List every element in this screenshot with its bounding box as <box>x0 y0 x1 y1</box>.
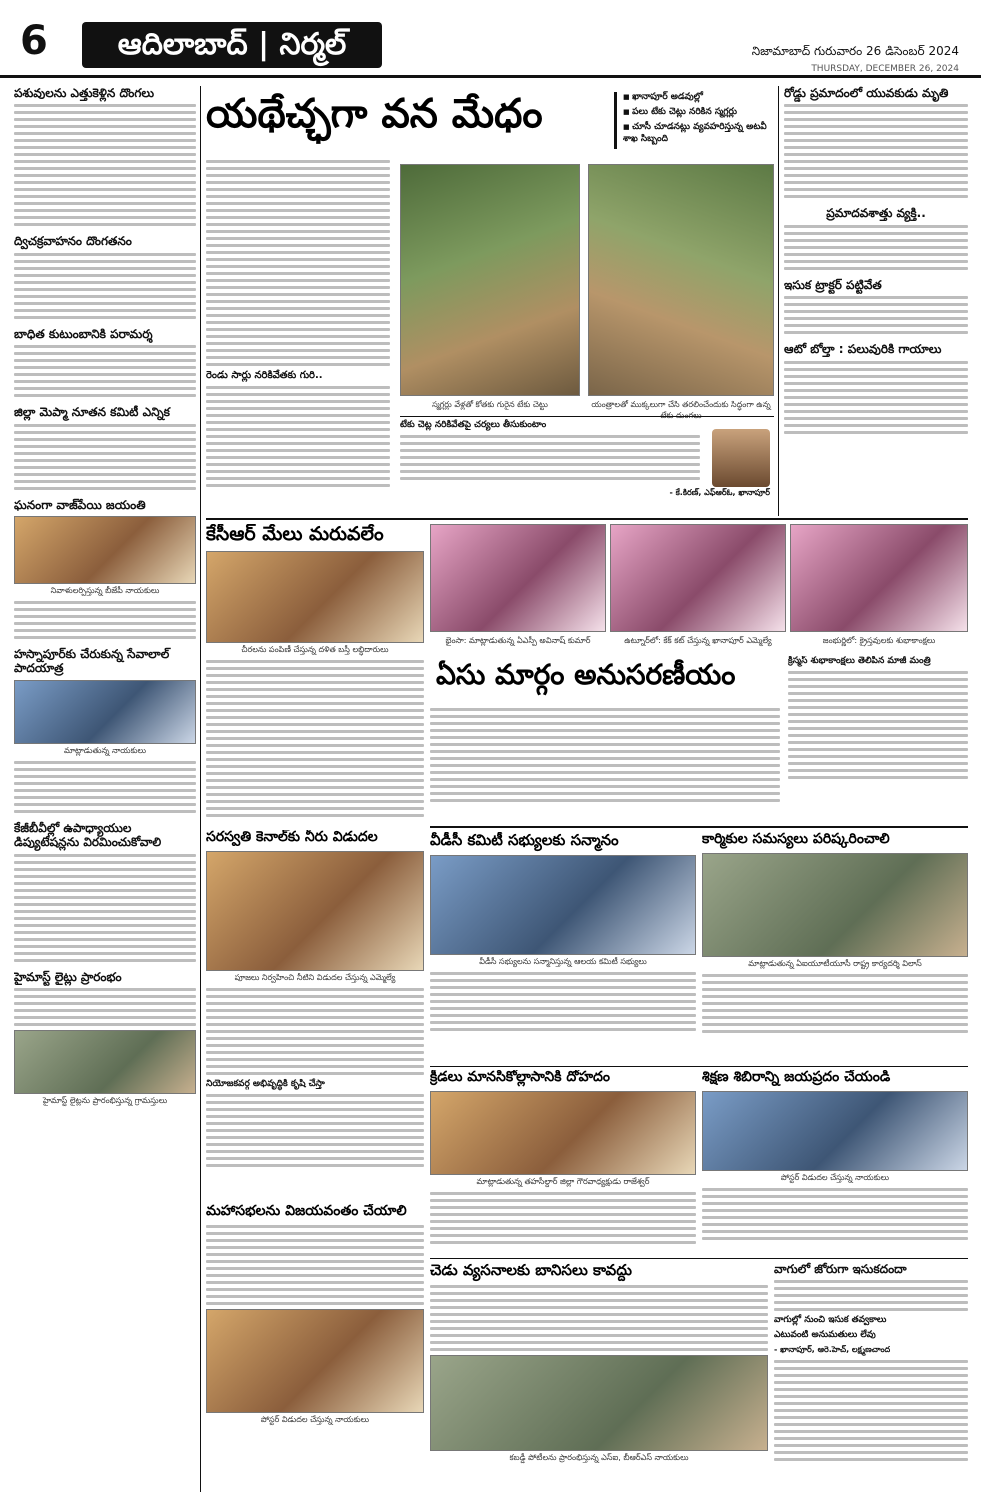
story-headline: చెడు వ్యసనాలకు బానిసలు కావద్దు <box>430 1262 632 1279</box>
story-kgbv <box>14 821 196 962</box>
story-photo <box>702 1091 968 1171</box>
lead-headline: యథేచ్ఛగా వన మేధం <box>206 91 543 137</box>
story-headline: హస్నాపూర్‌కు చేరుకున్న సేవాలాల్ పాదయాత్ర <box>14 646 170 676</box>
story-kcr <box>206 524 424 822</box>
photo-caption: మాట్లాడుతున్న తహసీల్దార్ జిల్లా గౌరవాధ్యక్షుడు రాజేశ్వర్ <box>476 1177 650 1187</box>
story-headline: ద్విచక్రవాహనం దొంగతనం <box>14 234 132 249</box>
photo-caption: కబడ్డీ పోటీలను ప్రారంభిస్తున్న ఎస్ఐ, బీఆర్ఎస్ నాయకులు <box>509 1452 689 1462</box>
story-headline: ఆటో బోల్తా : పలువురికి గాయాలు <box>784 342 942 357</box>
lead-photo-logs <box>588 164 774 396</box>
story-photo <box>206 851 424 971</box>
story-auto-overturn <box>784 342 968 433</box>
story-christmas <box>430 656 968 822</box>
story-body <box>14 345 196 397</box>
column-divider <box>778 86 779 516</box>
photo-caption: నివాళులర్పిస్తున్న బీజేపీ నాయకులు <box>50 585 160 595</box>
story-body <box>784 225 968 270</box>
story-sevalal-yatra <box>14 647 196 813</box>
story-highmast <box>14 970 196 1107</box>
story-photo <box>14 1030 196 1094</box>
story-body <box>14 424 196 490</box>
story-photo <box>430 1091 696 1175</box>
lead-bullets <box>614 92 774 149</box>
story-body <box>206 1225 424 1305</box>
photo-caption: చీరలను పంపిణీ చేస్తున్న దళిత బస్తీ లబ్ధిదారులు <box>241 644 389 654</box>
story-body <box>702 1188 968 1240</box>
story-body <box>774 1280 968 1311</box>
story-body <box>206 988 424 1075</box>
bullet-1: ■ ఖానాపూర్ అడవుల్లో <box>623 92 774 104</box>
story-body <box>784 361 968 434</box>
story-body <box>430 704 780 806</box>
box-byline: - కే.కిరణ్, ఎఫ్‌ఆర్‌ఓ, ఖానాపూర్ <box>669 488 770 497</box>
section-divider <box>430 826 968 828</box>
story-headline: ఇసుక ట్రాక్టర్ పట్టివేత <box>784 277 882 292</box>
story-headline: క్రీడలు మానసికోల్లాసానికి దోహదం <box>430 1070 611 1085</box>
story-headline: శిక్షణ శిబిరాన్ని జయప్రదం చేయండి <box>702 1070 891 1085</box>
story-headline: ప్రమాదవశాత్తు వ్యక్తి.. <box>826 206 926 221</box>
story-bad-habits <box>430 1262 768 1494</box>
story-headline: హైమాస్ట్ లైట్లు ప్రారంభం <box>14 969 122 984</box>
photo-caption: పోస్టర్ విడుదల చేస్తున్న నాయకులు <box>780 1173 890 1183</box>
story-body <box>14 761 196 813</box>
story-body <box>430 1285 768 1351</box>
story-headline: మహాసభలను విజయవంతం చేయాలి <box>206 1204 407 1219</box>
story-photo <box>14 680 196 744</box>
lead-photo-tree <box>400 164 580 396</box>
section-title: ఆదిలాబాద్ | నిర్మల్ <box>82 22 382 68</box>
story-canal <box>206 830 424 1170</box>
story-headline <box>14 821 196 850</box>
lead-subhead: రెండు సార్లు నరికివేతకు గురి.. <box>206 370 323 381</box>
right-column <box>784 86 968 516</box>
story-body <box>206 660 424 817</box>
sidebar-body <box>788 671 968 779</box>
masthead <box>0 0 981 78</box>
christmas-photo-1 <box>430 524 606 632</box>
column-divider <box>200 86 201 1492</box>
story-cattle-theft <box>14 86 196 226</box>
officer-photo <box>712 429 770 487</box>
story-byline: - ఖానాపూర్, ఆరె.హెచ్, లక్ష్మణచాంద <box>774 1344 891 1354</box>
story-headline: సరస్వతి కెనాల్‌కు నీరు విడుదల <box>206 830 378 845</box>
story-family-visit <box>14 327 196 397</box>
story-subhead: ఎటువంటి అనుమతులు లేవు <box>774 1330 876 1341</box>
bullet-3: ■ చూసీ చూడనట్లు వ్యవహరిస్తున్న అటవీ శాఖ సిబ్బంది <box>623 122 774 146</box>
story-photo <box>14 516 196 584</box>
story-body <box>206 1094 424 1170</box>
photo-caption: పూజలు నిర్వహించి నీటిని విడుదల చేస్తున్న ఎమ్మెల్యే <box>234 973 396 983</box>
photo-caption: ఉట్నూర్‌లో: కేక్ కట్ చేస్తున్న ఖానాపూర్ ఎమ్మెల్యే <box>624 636 772 645</box>
story-subhead: నియోజకవర్గ అభివృద్ధికి కృషి చేస్తా <box>206 1079 325 1090</box>
date-telugu: నిజామాబాద్ గురువారం 26 డిసెంబర్ 2024 <box>751 44 959 58</box>
story-headline: ఏసు మార్గం అనుసరణీయం <box>436 658 736 691</box>
story-mahasabha <box>206 1204 424 1494</box>
story-photo <box>702 853 968 957</box>
story-sand-tractor <box>784 278 968 334</box>
christmas-sidebar <box>788 656 968 783</box>
story-body <box>430 1192 696 1244</box>
dateline <box>752 44 959 74</box>
christmas-photos <box>430 524 968 654</box>
story-body <box>774 1360 968 1461</box>
story-body <box>430 972 696 1031</box>
story-mepma-committee <box>14 405 196 489</box>
story-body <box>14 601 196 639</box>
story-headline: పశువులను ఎత్తుకెళ్లిన దొంగలు <box>14 86 154 100</box>
story-headline: ఘనంగా వాజ్‌పేయి జయంతి <box>14 497 146 512</box>
story-road-accident <box>784 86 968 198</box>
photo-caption: హైమాస్ట్ లైట్లను ప్రారంభిస్తున్న గ్రామస్తులు <box>42 1095 168 1105</box>
story-headline: రోడ్డు ప్రమాదంలో యువకుడు మృతి <box>784 86 949 100</box>
story-body <box>14 854 196 962</box>
story-headline: కార్మికుల సమస్యలు పరిష్కరించాలి <box>702 832 890 847</box>
photo-caption: మాట్లాడుతున్న నాయకులు <box>64 745 146 755</box>
forest-officer-box <box>400 416 774 506</box>
page-number: 6 <box>20 18 48 64</box>
story-bike-theft <box>14 234 196 318</box>
story-photo <box>430 1355 768 1451</box>
story-sand <box>774 1262 968 1494</box>
headline-line-1: కేజీబీవీల్లో ఉపాధ్యాయుల <box>14 820 132 835</box>
story-headline: కేసీఆర్ మేలు మరువలేం <box>206 524 384 545</box>
story-headline: బాధిత కుటుంబానికి పరామర్శ <box>14 326 153 341</box>
story-vajpayee <box>14 498 196 639</box>
story-body <box>702 974 968 1033</box>
section-divider <box>430 1066 968 1067</box>
box-headline: టేకు చెట్ల నరికివేతపై చర్యలు తీసుకుంటాం <box>400 420 547 430</box>
story-body <box>14 104 196 226</box>
photo-caption: జంభుర్ణిలో: క్రైస్తవులకు శుభాకాంక్షలు <box>822 636 936 645</box>
section-divider <box>206 518 968 520</box>
story-photo <box>206 1309 424 1413</box>
christmas-photo-2 <box>610 524 786 632</box>
story-photo <box>206 551 424 643</box>
sidebar-headline: క్రిస్మస్ శుభాకాంక్షలు తెలిపిన మాజీ మంత్రి <box>788 656 931 666</box>
photo-caption: స్మగ్లర్లు వేళ్లతో కోతకు గురైన టేకు చెట్టు <box>432 400 548 409</box>
story-body <box>14 988 196 1026</box>
story-body <box>14 253 196 319</box>
christmas-photo-3 <box>790 524 968 632</box>
headline-line-2: డిప్యుటేషన్లను విరమించుకోవాలి <box>14 835 162 850</box>
story-photo <box>430 855 696 955</box>
bullet-2: ■ పలు టేకు చెట్లు నరికిన స్మగ్లర్లు <box>623 107 774 119</box>
box-body <box>400 435 700 480</box>
story-headline: జిల్లా మెప్మా నూతన కమిటీ ఎన్నిక <box>14 405 170 420</box>
left-column <box>14 86 196 1492</box>
lead-story <box>206 86 774 514</box>
lead-body <box>206 156 390 491</box>
story-sports <box>430 1070 696 1256</box>
story-training <box>702 1070 968 1256</box>
story-vdc <box>430 832 696 1064</box>
photo-caption: భైంసా: మాట్లాడుతున్న ఏఎస్పీ అవినాష్ కుమార్ <box>445 636 591 645</box>
story-body <box>784 296 968 334</box>
story-subhead: వాగుల్లో నుంచి ఇసుక తవ్వకాలు <box>774 1315 887 1326</box>
story-workers <box>702 832 968 1064</box>
photo-caption: మాట్లాడుతున్న ఏఐయూటీయూసీ రాష్ట్ర కార్యదర్శి విలాస్ <box>748 959 922 969</box>
date-english: THURSDAY, DECEMBER 26, 2024 <box>811 64 959 74</box>
section-divider <box>430 1258 968 1259</box>
photo-caption: పోస్టర్ విడుదల చేస్తున్న నాయకులు <box>260 1415 370 1425</box>
story-headline: వాగులో జోరుగా ఇసుకదందా <box>774 1262 907 1276</box>
story-headline: వీడీసీ కమిటీ సభ్యులకు సన్మానం <box>430 832 619 849</box>
story-body <box>784 104 968 198</box>
photo-caption: యంత్రాలతో ముక్కలుగా చేసి తరలించేందుకు సిద్ధంగా ఉన్న టేకు దుంగలు <box>591 400 771 420</box>
photo-caption: వీడీసీ సభ్యులను సన్మానిస్తున్న ఆలయ కమిటీ సభ్యులు <box>479 956 647 966</box>
story-accidental-death <box>784 206 968 269</box>
